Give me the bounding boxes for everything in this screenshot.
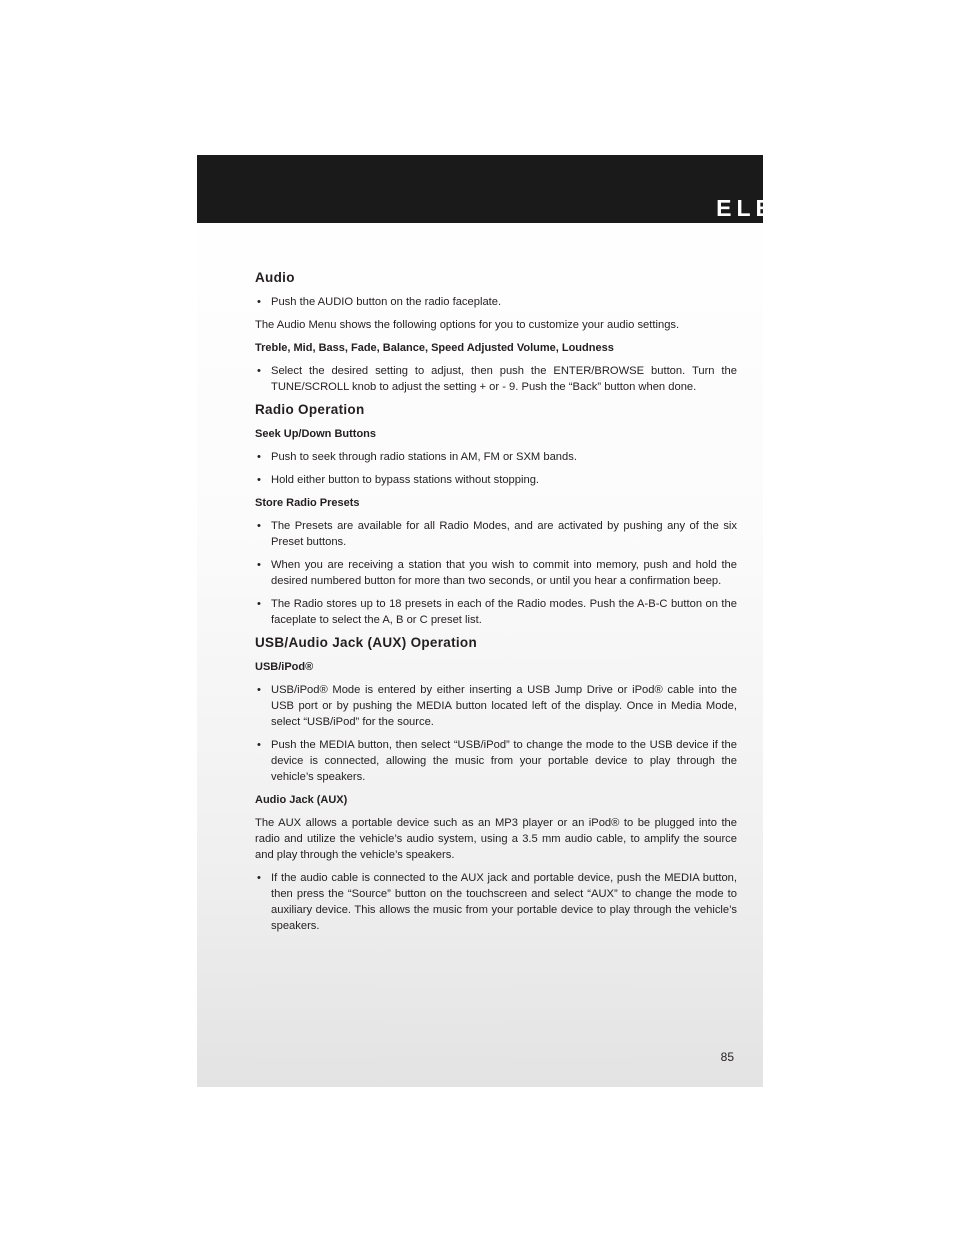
usb-bullet-1: • USB/iPod® Mode is entered by either inserting a USB Jump Drive or iPod® cable into the USB port or by pushing the MEDIA button located left of the display. Once in Media Mode, select “USB/iPod” for the source.	[255, 682, 737, 730]
audio-bullet-1: • Push the AUDIO button on the radio faceplate.	[255, 294, 737, 310]
seek-bullet-1: • Push to seek through radio stations in AM, FM or SXM bands.	[255, 449, 737, 465]
usb-ipod-heading: USB/iPod®	[255, 661, 314, 673]
presets-bullet-1: • The Presets are available for all Radio Modes, and are activated by pushing any of the six Preset buttons.	[255, 518, 737, 550]
page-content	[255, 270, 737, 941]
presets-bullet-3: • The Radio stores up to 18 presets in each of the Radio modes. Push the A-B-C button on the faceplate to select the A, B or C preset list.	[255, 596, 737, 628]
seek-buttons-heading: Seek Up/Down Buttons	[255, 428, 377, 440]
store-presets-heading: Store Radio Presets	[255, 497, 360, 509]
seek-bullet-2: • Hold either button to bypass stations without stopping.	[255, 472, 737, 488]
audio-jack-heading: Audio Jack (AUX)	[255, 794, 348, 806]
page-number: 85	[720, 1050, 734, 1064]
aux-bullet-1: • If the audio cable is connected to the AUX jack and portable device, push the MEDIA button, then press the “Source” button on the touchscreen and select “AUX” to change the mode to auxiliary device. This allows the music from your portable device to play through the vehicle’s speakers.	[255, 870, 737, 934]
section-header-title: ELECTRONICS	[716, 195, 936, 221]
aux-paragraph: The AUX allows a portable device such as an MP3 player or an iPod® to be plugged into the radio and utilize the vehicle’s audio system, using a 3.5 mm audio cable, to amplify the source and play through the vehicle’s speakers.	[255, 817, 737, 861]
audio-heading: Audio	[255, 270, 295, 285]
audio-bullet-2: • Select the desired setting to adjust, then push the ENTER/BROWSE button. Turn the TUNE/SCROLL knob to adjust the setting + or - 9. Push the “Back” button when done.	[255, 363, 737, 395]
usb-bullet-2: • Push the MEDIA button, then select “USB/iPod” to change the mode to the USB device if the device is connected, allowing the music from your portable device to play through the vehicle’s speakers.	[255, 737, 737, 785]
audio-options-heading: Treble, Mid, Bass, Fade, Balance, Speed Adjusted Volume, Loudness	[255, 342, 614, 354]
section-header-bar	[197, 155, 763, 223]
usb-aux-heading: USB/Audio Jack (AUX) Operation	[255, 635, 478, 650]
audio-paragraph: The Audio Menu shows the following options for you to customize your audio settings.	[255, 319, 680, 331]
radio-operation-heading: Radio Operation	[255, 402, 365, 417]
presets-bullet-2: • When you are receiving a station that you wish to commit into memory, push and hold the desired numbered button for more than two seconds, or until you hear a confirmation beep.	[255, 557, 737, 589]
